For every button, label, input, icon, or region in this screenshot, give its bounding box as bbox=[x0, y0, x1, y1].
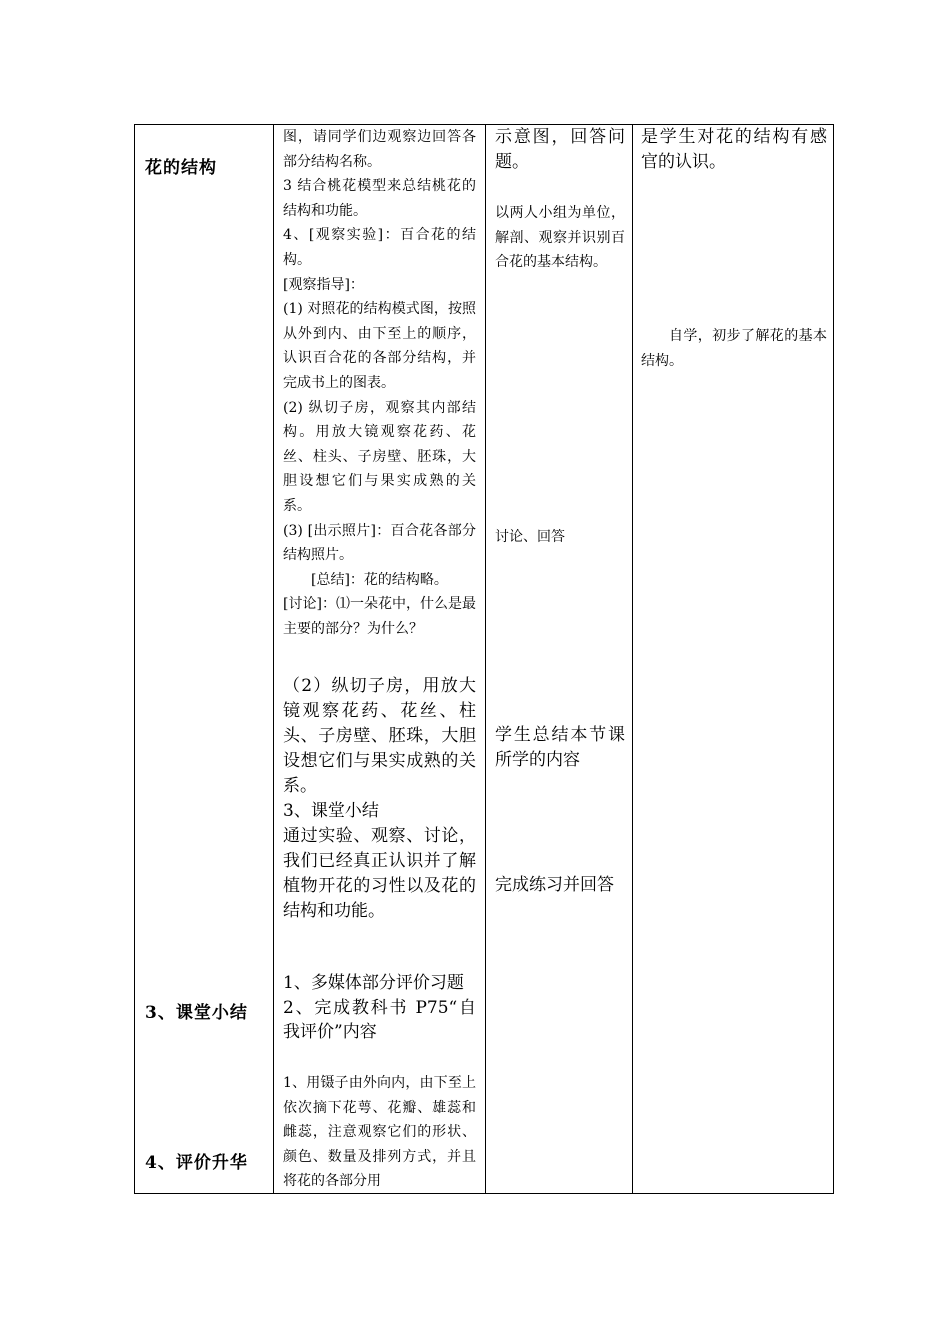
teacher-text bbox=[283, 125, 476, 641]
group-dissection-text: 以两人小组为单位，解剖、观察并识别百合花的基本结构。 bbox=[495, 205, 625, 271]
paragraph: 3、课堂小结 bbox=[283, 801, 379, 821]
student-summary-text: 学生总结本节课所学的内容 bbox=[495, 725, 625, 770]
paragraph: 1、用镊子由外向内，由下至上依次摘下花萼、花瓣、雄蕊和雌蕊，注意观察它们的形状、颜色、数量及排列方式，并且将花的各部分用 bbox=[283, 1075, 476, 1190]
student-activity-column bbox=[485, 125, 632, 1193]
heading-evaluation: 4、评价升华 bbox=[145, 1153, 248, 1173]
dissection-steps bbox=[283, 1071, 476, 1193]
intent-perception-text: 是学生对花的结构有感官的认识。 bbox=[641, 127, 827, 172]
discuss-answer-text: 讨论、回答 bbox=[495, 529, 565, 545]
heading-flower-structure: 花的结构 bbox=[145, 158, 217, 178]
exercise-text: 完成练习并回答 bbox=[495, 875, 614, 895]
paragraph: [总结]：花的结构略。 bbox=[311, 571, 448, 588]
discussion-text bbox=[283, 674, 476, 924]
paragraph: (3) [出示照片]：百合花各部分结构照片。 bbox=[283, 522, 476, 564]
lesson-plan-table bbox=[134, 124, 834, 1194]
paragraph: 4、[观察实验]：百合花的结构。 bbox=[283, 227, 476, 268]
heading-class-summary: 3、课堂小结 bbox=[145, 1003, 248, 1023]
design-intent-column bbox=[632, 125, 833, 1193]
paragraph: （2）纵切子房，用放大镜观察花药、花丝、柱头、子房壁、胚珠，大胆设想它们与果实成熟的关系。 bbox=[283, 676, 476, 796]
teacher-activity-column bbox=[273, 125, 485, 1193]
paragraph: (1) 对照花的结构模式图，按照从外到内、由下至上的顺序，认识百合花的各部分结构，并完成书上的图表。 bbox=[283, 301, 476, 391]
paragraph: 图，请同学们边观察边回答各部分结构名称。 bbox=[283, 129, 476, 170]
paragraph: 2、完成教科书 P75“自我评价”内容 bbox=[283, 997, 476, 1042]
intent-self-study-text: 自学，初步了解花的基本结构。 bbox=[641, 328, 827, 369]
paragraph: 通过实验、观察、讨论，我们已经真正认识并了解植物开花的习性以及花的结构和功能。 bbox=[283, 826, 476, 921]
paragraph: (2) 纵切子房，观察其内部结构。用放大镜观察花药、花丝、柱头、子房壁、胚珠，大胆设想它们与果实成熟的关系。 bbox=[283, 399, 476, 514]
section-heading-column bbox=[135, 125, 273, 1193]
paragraph: [观察指导]： bbox=[283, 276, 364, 293]
evaluation-items bbox=[283, 971, 476, 1045]
paragraph: [讨论]：⑴一朵花中，什么是最主要的部分？为什么？ bbox=[283, 596, 476, 637]
student-answer-text: 示意图，回答问题。 bbox=[495, 127, 625, 172]
paragraph: 1、多媒体部分评价习题 bbox=[283, 973, 464, 993]
paragraph: 3 结合桃花模型来总结桃花的结构和功能。 bbox=[283, 178, 476, 219]
